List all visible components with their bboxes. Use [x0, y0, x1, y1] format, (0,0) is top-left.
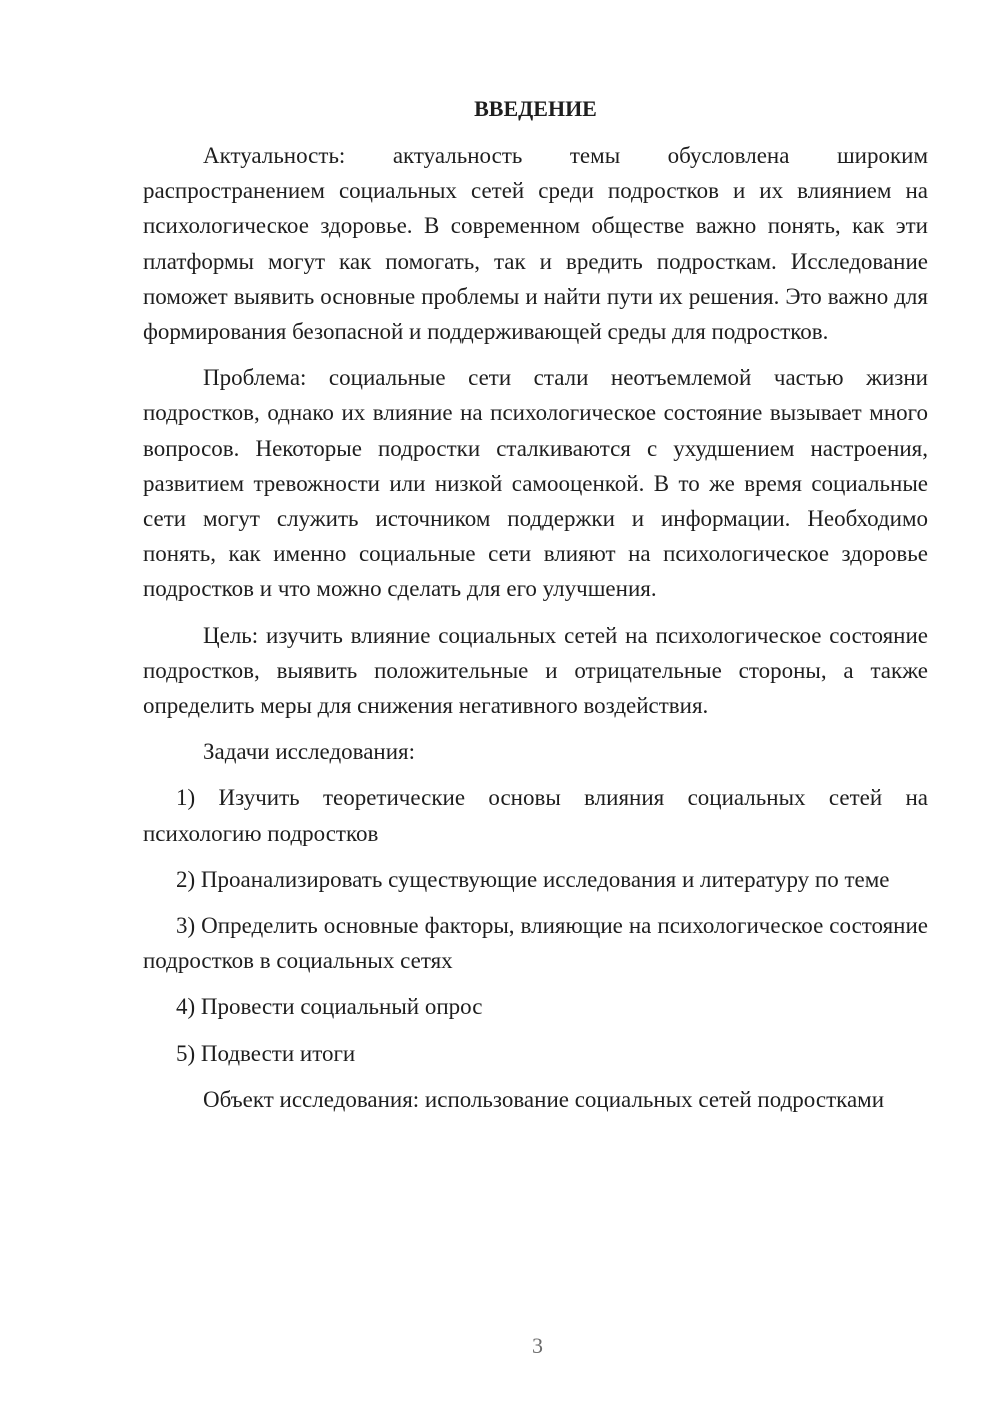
- page-number: 3: [532, 1333, 543, 1358]
- page-title: ВВЕДЕНИЕ: [474, 96, 597, 121]
- task-item-1: 1) Изучить теоретические основы влияния социальных сетей на психологию подростков: [143, 785, 928, 846]
- task-item-2: 2) Проанализировать существующие исследования и литературу по теме: [176, 866, 890, 892]
- page-content: [143, 94, 928, 1128]
- paragraph-goal: Цель: изучить влияние социальных сетей на психологическое состояние подростков, выявить положительные и отрицательные стороны, а также определить меры для снижения негативного воздействия.: [143, 622, 928, 719]
- task-item-4: 4) Провести социальный опрос: [176, 994, 483, 1020]
- paragraph-problem: Проблема: социальные сети стали неотъемлемой частью жизни подростков, однако их влияние на психологическое состояние вызывает много вопросов. Некоторые подростки сталкиваются с ухудшением настроения, развитием тревожности или низкой самооценкой. В то же время социальные сети могут служить источником поддержки и информации. Необходимо понять, как именно социальные сети влияют на психологическое здоровье подростков и что можно сделать для его улучшения.: [143, 365, 928, 602]
- task-item-5: 5) Подвести итоги: [176, 1040, 356, 1066]
- paragraph-relevance: Актуальность: актуальность темы обусловлена широким распространением социальных сетей среди подростков и их влиянием на психологическое здоровье. В современном обществе важно понять, как эти платформы могут как помогать, так и вредить подросткам. Исследование поможет выявить основные проблемы и найти пути их решения. Это важно для формирования безопасной и поддерживающей среды для подростков.: [143, 143, 928, 345]
- task-item-3: 3) Определить основные факторы, влияющие на психологическое состояние подростков в социальных сетях: [143, 913, 928, 974]
- paragraph-object: Объект исследования: использование социальных сетей подростками: [203, 1086, 885, 1112]
- paragraph-tasks-heading: Задачи исследования:: [203, 739, 416, 765]
